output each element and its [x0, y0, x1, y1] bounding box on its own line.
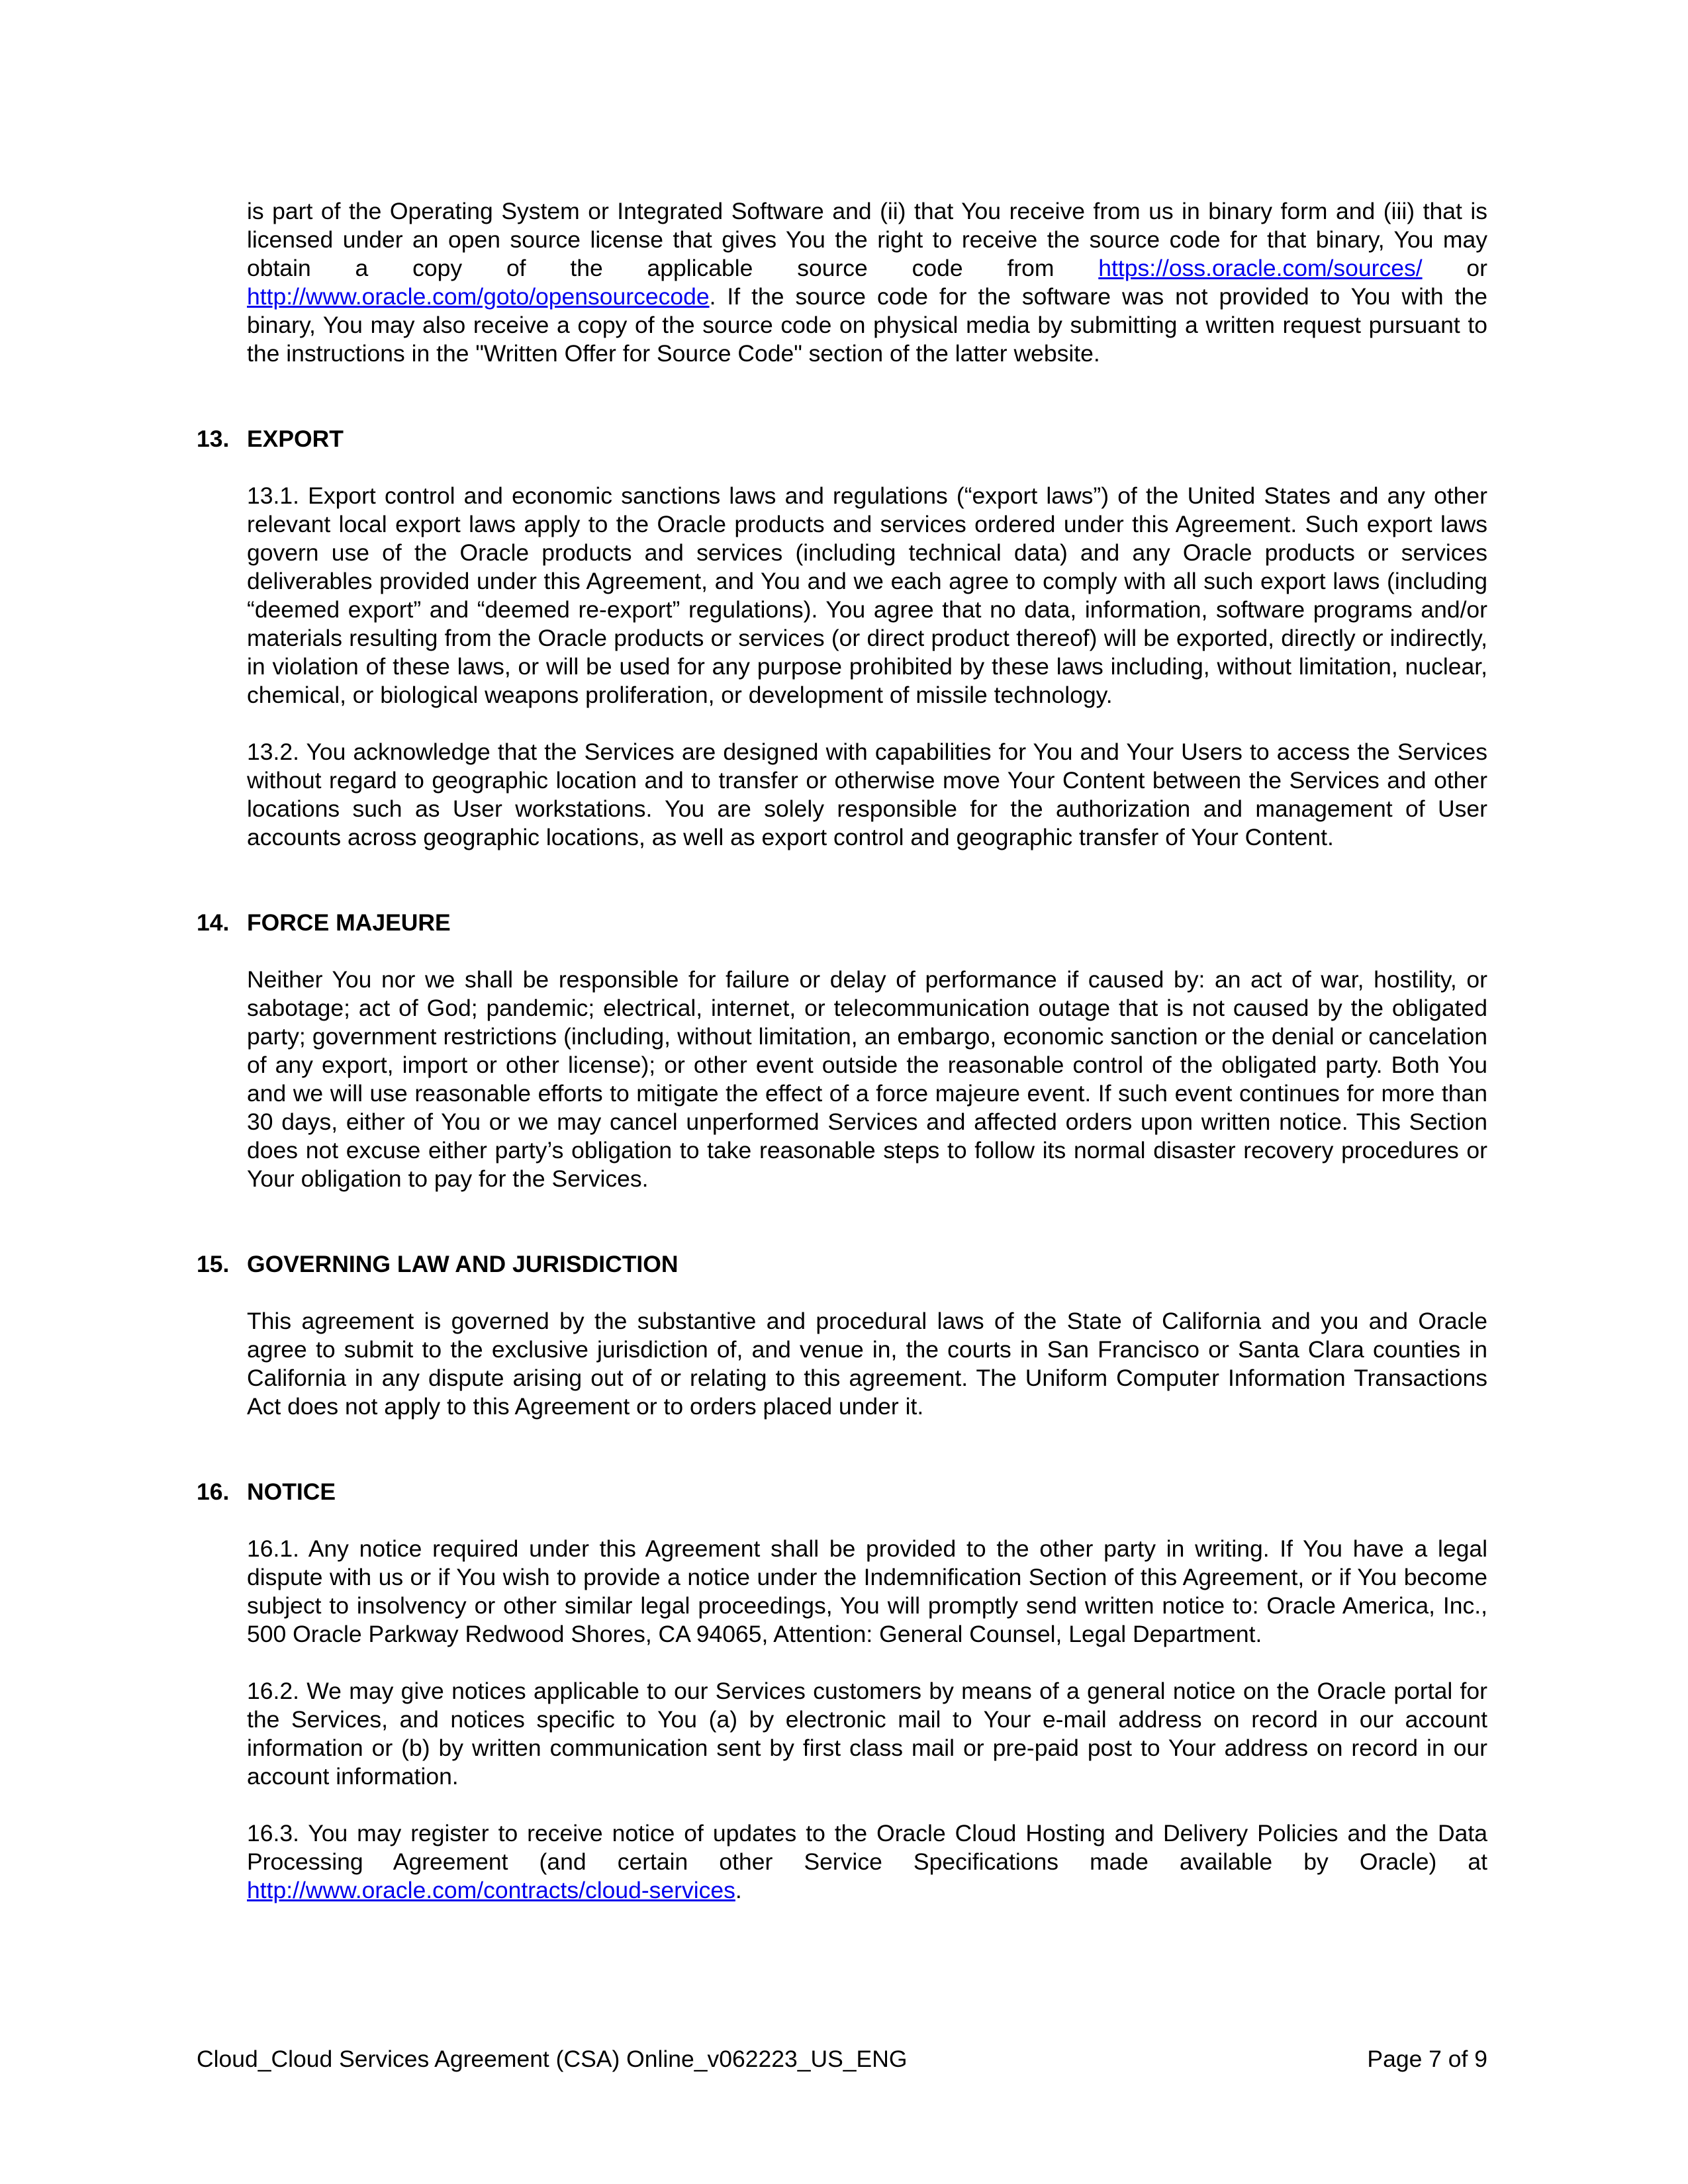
- paragraph-13-2: 13.2. You acknowledge that the Services are designed with capabilities for You and Your Users to access the Services without regard to geographic location and to transfer or otherwise move Your Content between the Services and other locations such as User workstations. You are solely responsible for the authorization and management of User accounts across geographic locations, as well as export control and geographic transfer of Your Content.: [247, 739, 1487, 850]
- section-title: NOTICE: [247, 1479, 336, 1505]
- cloud-services-contracts-link[interactable]: http://www.oracle.com/contracts/cloud-services: [247, 1877, 735, 1903]
- section-number: 16.: [197, 1479, 230, 1505]
- section-title: GOVERNING LAW AND JURISDICTION: [247, 1251, 679, 1277]
- section-number: 13.: [197, 426, 230, 452]
- paragraph-text: .: [735, 1877, 742, 1903]
- section-title: FORCE MAJEURE: [247, 909, 451, 936]
- page-footer: [197, 2045, 1487, 2073]
- section-heading-governing-law: [197, 1250, 1487, 1279]
- paragraph-15: This agreement is governed by the substantive and procedural laws of the State of California and you and Oracle agree to submit to the exclusive jurisdiction of, and venue in, the courts in San Francisco or Santa Clara counties in California in any dispute arising out of or relating to this agreement. The Uniform Computer Information Transactions Act does not apply to this Agreement or to orders placed under it.: [247, 1308, 1487, 1420]
- paragraph-16-3: [247, 1819, 1487, 1905]
- oss-sources-link[interactable]: https://oss.oracle.com/sources/: [1098, 255, 1423, 281]
- intro-text: . If the source code for the software was not provided to You with the binary, You may also receive a copy of the source code on physical media by submitting a written request pursuant to the instructions in the "Written Offer for Source Code" section of the latter website.: [247, 283, 1487, 367]
- paragraph-16-2: 16.2. We may give notices applicable to our Services customers by means of a general notice on the Oracle portal for the Services, and notices specific to You (a) by electronic mail to Your e-mail address on record in our account information or (b) by written communication sent by first class mail or pre-paid post to Your address on record in our account information.: [247, 1678, 1487, 1790]
- paragraph-16-1: 16.1. Any notice required under this Agreement shall be provided to the other party in writing. If You have a legal dispute with us or if You wish to provide a notice under the Indemnification Section of this Agreement, or if You become subject to insolvency or other similar legal proceedings, You will promptly send written notice to: Oracle America, Inc., 500 Oracle Parkway Redwood Shores, CA 94065, Attention: General Counsel, Legal Department.: [247, 1535, 1487, 1647]
- paragraph-text: 16.3. You may register to receive notice of updates to the Oracle Cloud Hosting and Delivery Policies and the Data Processing Agreement (and certain other Service Specifications made available by Oracle) at: [247, 1820, 1487, 1875]
- intro-text: is part of the Operating System or Integrated Software and (ii) that You receive from us in binary form and (iii) that is licensed under an open source license that gives You the right to receive the source code for that binary, You may obtain a copy of the applicable source code from: [247, 198, 1487, 281]
- page-content: [197, 197, 1487, 1905]
- paragraph-13-1: 13.1. Export control and economic sanctions laws and regulations (“export laws”) of the United States and any other relevant local export laws apply to the Oracle products and services ordered under this Agreement. Such export laws govern use of the Oracle products and services (including technical data) and any Oracle products or services deliverables provided under this Agreement, and You and we each agree to comply with all such export laws (including “deemed export” and “deemed re-export” regulations). You agree that no data, information, software programs and/or materials resulting from the Oracle products or services (or direct product thereof) will be exported, directly or indirectly, in violation of these laws, or will be used for any purpose prohibited by these laws including, without limitation, nuclear, chemical, or biological weapons proliferation, or development of missile technology.: [247, 482, 1487, 708]
- section-title: EXPORT: [247, 426, 344, 452]
- section-heading-export: [197, 425, 1487, 453]
- paragraph-14: Neither You nor we shall be responsible for failure or delay of performance if caused by: an act of war, hostility, or sabotage; act of God; pandemic; electrical, internet, or telecommunication outage that is not caused by the obligated party; government restrictions (including, without limitation, an embargo, economic sanction or the denial or cancelation of any export, import or other license); or other event outside the reasonable control of the obligated party. Both You and we will use reasonable efforts to mitigate the effect of a force majeure event. If such event continues for more than 30 days, either of You or we may cancel unperformed Services and affected orders upon written notice. This Section does not excuse either party’s obligation to take reasonable steps to follow its normal disaster recovery procedures or Your obligation to pay for the Services.: [247, 966, 1487, 1192]
- footer-page-number: Page 7 of 9: [1367, 2046, 1487, 2072]
- footer-document-name: Cloud_Cloud Services Agreement (CSA) Online_v062223_US_ENG: [197, 2046, 908, 2072]
- section-number: 15.: [197, 1251, 230, 1277]
- section-number: 14.: [197, 909, 230, 936]
- intro-text: or: [1422, 255, 1487, 281]
- intro-paragraph: [247, 197, 1487, 368]
- opensourcecode-link[interactable]: http://www.oracle.com/goto/opensourcecode: [247, 283, 710, 310]
- section-heading-notice: [197, 1478, 1487, 1506]
- section-heading-force-majeure: [197, 909, 1487, 937]
